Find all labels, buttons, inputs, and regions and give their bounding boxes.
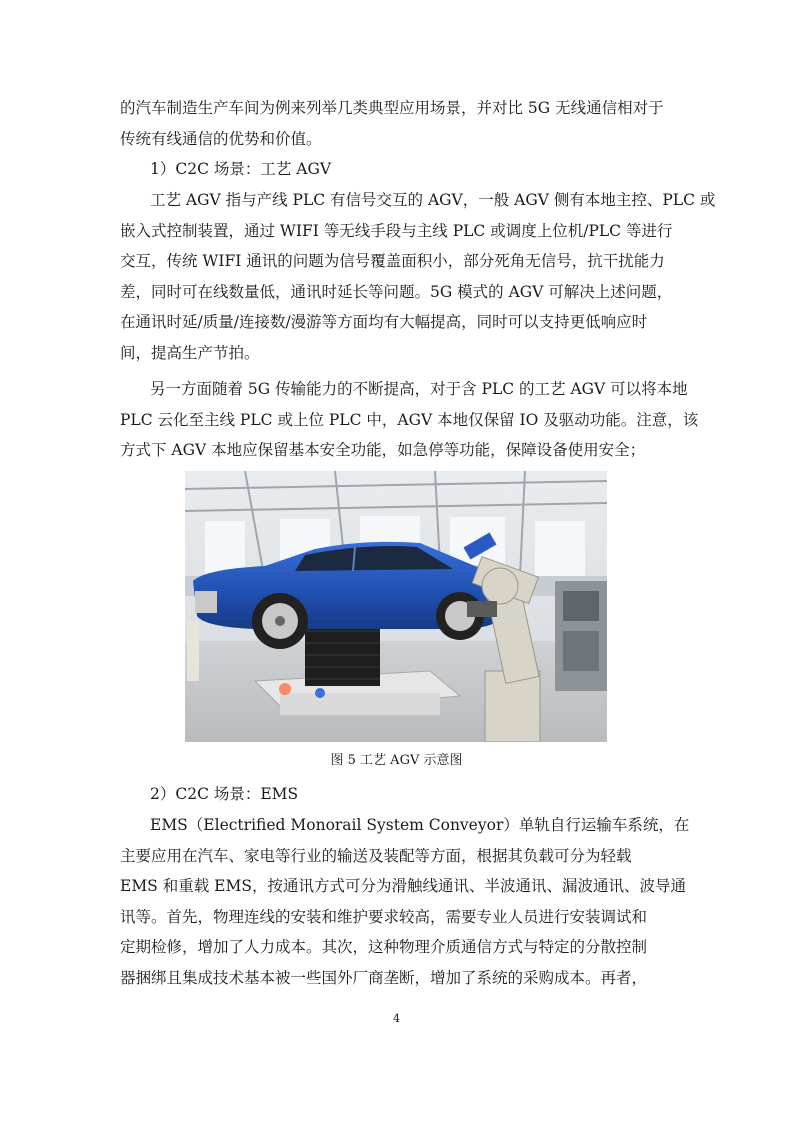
text-line: 器捆绑且集成技术基本被一些国外厂商垄断，增加了系统的采购成本。再者， — [120, 968, 648, 987]
text-line: 方式下 AGV 本地应保留基本安全功能，如急停等功能，保障设备使用安全； — [120, 441, 646, 459]
text-line: EMS 和重载 EMS，按通讯方式可分为滑触线通讯、半波通讯、漏波通讯、波导通 — [120, 877, 686, 895]
text-line: 交互，传统 WIFI 通讯的问题为信号覆盖面积小，部分死角无信号，抗干扰能力 — [120, 252, 665, 270]
text-line: 的汽车制造生产车间为例来列举几类典型应用场景，并对比 5G 无线通信相对于 — [120, 99, 664, 117]
text-line: 主要应用在汽车、家电等行业的输送及装配等方面，根据其负载可分为轻载 — [120, 846, 632, 865]
text-line: PLC 云化至主线 PLC 或上位 PLC 中，AGV 本地仅保留 IO 及驱动功能。注意，该 — [120, 410, 699, 429]
text-line: 另一方面随着 5G 传输能力的不断提高，对于含 PLC 的工艺 AGV 可以将本地 — [150, 380, 688, 398]
page-number: 4 — [393, 1012, 400, 1025]
text-line: 间，提高生产节拍。 — [120, 343, 260, 362]
text-line: EMS（Electrified Monorail System Conveyor）单轨自行运输车系统，在 — [150, 816, 690, 834]
text-line: 差，同时可在线数量低，通讯时延长等问题。5G 模式的 AGV 可解决上述问题， — [120, 282, 673, 301]
text-line: 定期检修，增加了人力成本。其次，这种物理介质通信方式与特定的分散控制 — [120, 938, 648, 956]
text-line: 在通讯时延/质量/连接数/漫游等方面均有大幅提高，同时可以支持更低响应时 — [120, 313, 648, 331]
paragraph-agv — [120, 185, 716, 368]
figure-caption: 图 5 工艺 AGV 示意图 — [330, 753, 463, 768]
paragraph-intro — [120, 93, 672, 154]
text-line: 工艺 AGV 指与产线 PLC 有信号交互的 AGV，一般 AGV 侧有本地主控、PLC 或 — [150, 191, 716, 209]
text-line: 嵌入式控制装置，通过 WIFI 等无线手段与主线 PLC 或调度上位机/PLC 等进行 — [120, 221, 673, 240]
paragraph-plc — [120, 374, 699, 466]
text-line: 讯等。首先，物理连线的安装和维护要求较高，需要专业人员进行安装调试和 — [120, 907, 648, 926]
text-line: 传统有线通信的优势和价值。 — [120, 129, 322, 148]
section-heading-ems: 2）C2C 场景：EMS — [150, 785, 299, 803]
paragraph-ems — [120, 810, 690, 993]
agv-photo — [185, 471, 607, 742]
section-heading-agv: 1）C2C 场景：工艺 AGV — [150, 160, 332, 178]
